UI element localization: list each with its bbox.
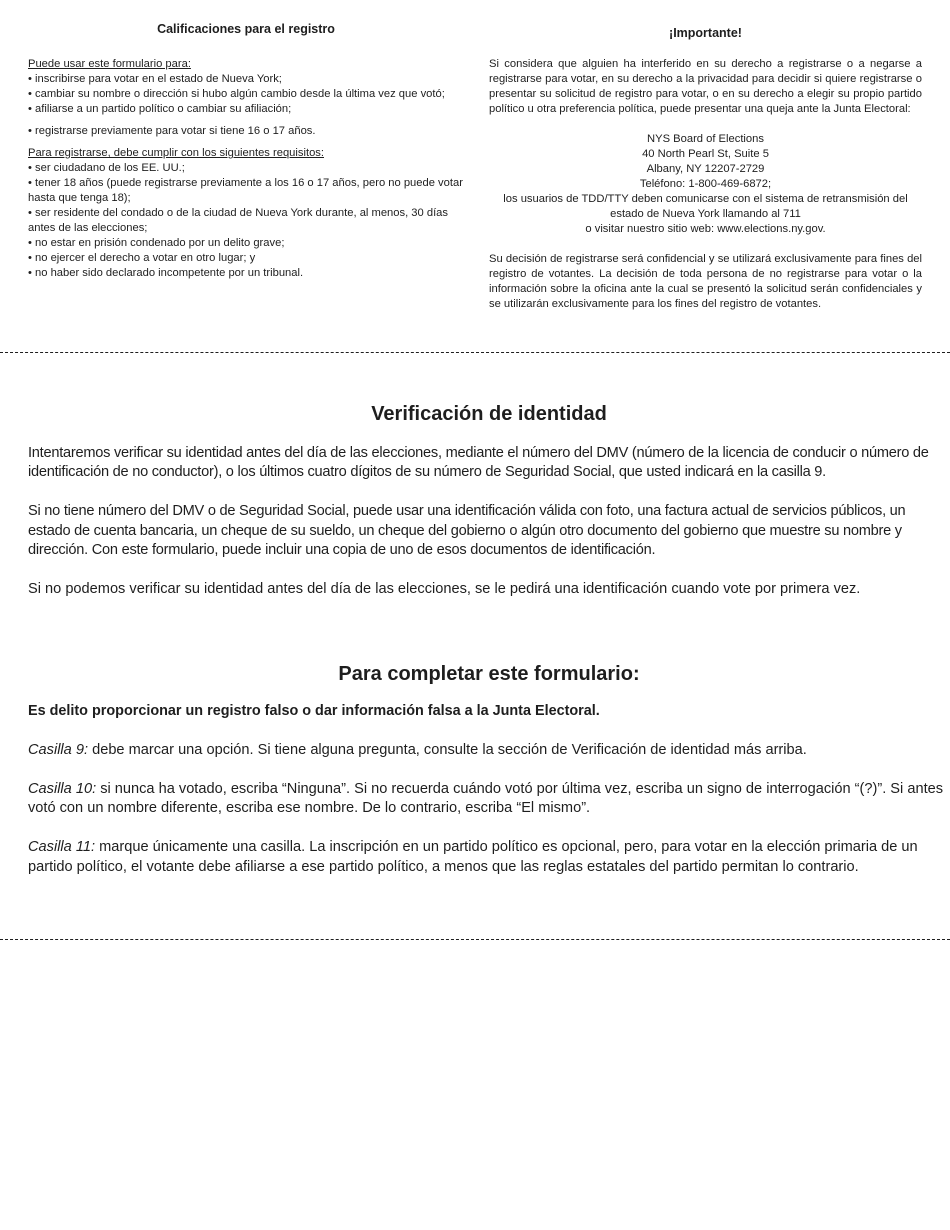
important-title: ¡Importante! — [669, 26, 742, 40]
list-item: • registrarse previamente para votar si tiene 16 o 17 años. — [28, 125, 316, 137]
list-item: • no ejercer el derecho a votar en otro lugar; y — [28, 252, 256, 264]
list-item: • cambiar su nombre o dirección si hubo algún cambio desde la última vez que votó; — [28, 88, 445, 100]
address-line: 40 North Pearl St, Suite 5 — [642, 148, 769, 160]
list-item: • afiliarse a un partido político o cambiar su afiliación; — [28, 103, 292, 115]
qualifications-section — [28, 22, 464, 281]
box-instruction: Casilla 10: si nunca ha votado, escriba “Ninguna”. Si no recuerda cuándo votó por última vez, escriba un signo de interrogación “(?)”. Si antes votó con un nombre diferente, escriba ese nombre. De lo contrario, escriba “El mismo”. — [28, 780, 944, 816]
cut-line-top — [0, 352, 950, 353]
identity-paragraph: Si no tiene número del DMV o de Seguridad Social, puede usar una identificación válida con foto, una factura actual de servicios públicos, un estado de cuenta bancaria, un cheque de su sueldo, un cheque del gobierno o algún otro documento del gobierno que muestre su nombre y dirección. Con este formulario, puede incluir una copia de uno de esos documentos de identificación. — [28, 503, 906, 558]
important-section — [489, 22, 922, 312]
website-line: o visitar nuestro sitio web: www.elections.ny.gov. — [585, 223, 826, 235]
identity-section — [28, 405, 950, 600]
important-intro: Si considera que alguien ha interferido en su derecho a registrarse o a negarse a registrarse para votar, en su derecho a la privacidad para decidir si quiere registrarse o presentar su solicitud de registro para votar, o en su derecho a elegir su propio partido político u otra preferencia política, puede presentar una queja ante la Junta Electoral: — [489, 58, 922, 115]
board-address — [489, 132, 922, 237]
cut-line-bottom — [0, 939, 950, 940]
use-list — [28, 72, 464, 139]
list-item: • ser residente del condado o de la ciudad de Nueva York durante, al menos, 30 días antes de las elecciones; — [28, 207, 448, 234]
list-item: • no estar en prisión condenado por un delito grave; — [28, 237, 285, 249]
completion-section — [28, 665, 950, 877]
list-item: • inscribirse para votar en el estado de Nueva York; — [28, 73, 282, 85]
address-line: NYS Board of Elections — [647, 133, 764, 145]
requirements-list — [28, 161, 464, 281]
confidentiality-note: Su decisión de registrarse será confidencial y se utilizará exclusivamente para fines del registro de votantes. La decisión de toda persona de no registrarse para votar o la información sobre la oficina ante la cual se presentó la solicitud serán confidenciales y se utilizarán exclusivamente para los fines del registro de votantes. — [489, 253, 922, 310]
list-item: • no haber sido declarado incompetente por un tribunal. — [28, 267, 304, 279]
box-label: Casilla 10: — [28, 780, 97, 797]
box-label: Casilla 9: — [28, 741, 89, 758]
list-item: • tener 18 años (puede registrarse previamente a los 16 o 17 años, pero no puede votar hasta que tenga 18); — [28, 177, 463, 204]
box-label: Casilla 11: — [28, 839, 96, 855]
phone-line: Teléfono: 1-800-469-6872; — [639, 178, 772, 190]
box-instruction: Casilla 9: debe marcar una opción. Si tiene alguna pregunta, consulte la sección de Verificación de identidad más arriba. — [28, 741, 807, 758]
identity-paragraph: Si no podemos verificar su identidad antes del día de las elecciones, se le pedirá una identificación cuando vote por primera vez. — [28, 581, 861, 597]
use-heading: Puede usar este formulario para: — [28, 58, 191, 70]
false-info-warning: Es delito proporcionar un registro falso o dar información falsa a la Junta Electoral. — [28, 702, 600, 719]
address-line: Albany, NY 12207-2729 — [646, 163, 765, 175]
identity-title: Verificación de identidad — [371, 403, 607, 425]
tty-line: los usuarios de TDD/TTY deben comunicarse con el sistema de retransmisión del estado de Nueva York llamando al 711 — [503, 193, 908, 220]
completion-title: Para completar este formulario: — [338, 663, 640, 685]
identity-paragraph: Intentaremos verificar su identidad antes del día de las elecciones, mediante el número del DMV (número de la licencia de conducir o número de identificación de no conductor), o los últimos cuatro dígitos de su número de Seguridad Social, que usted indicará en la casilla 9. — [28, 444, 929, 480]
requirements-heading: Para registrarse, debe cumplir con los siguientes requisitos: — [28, 147, 324, 159]
box-instruction: Casilla 11: marque únicamente una casilla. La inscripción en un partido político es opcional, pero, para votar en la elección primaria de un partido político, el votante debe afiliarse a ese partido político, a menos que las reglas estatales del partido permitan lo contrario. — [28, 839, 918, 875]
qualifications-title: Calificaciones para el registro — [157, 22, 335, 36]
list-item: • ser ciudadano de los EE. UU.; — [28, 162, 185, 174]
